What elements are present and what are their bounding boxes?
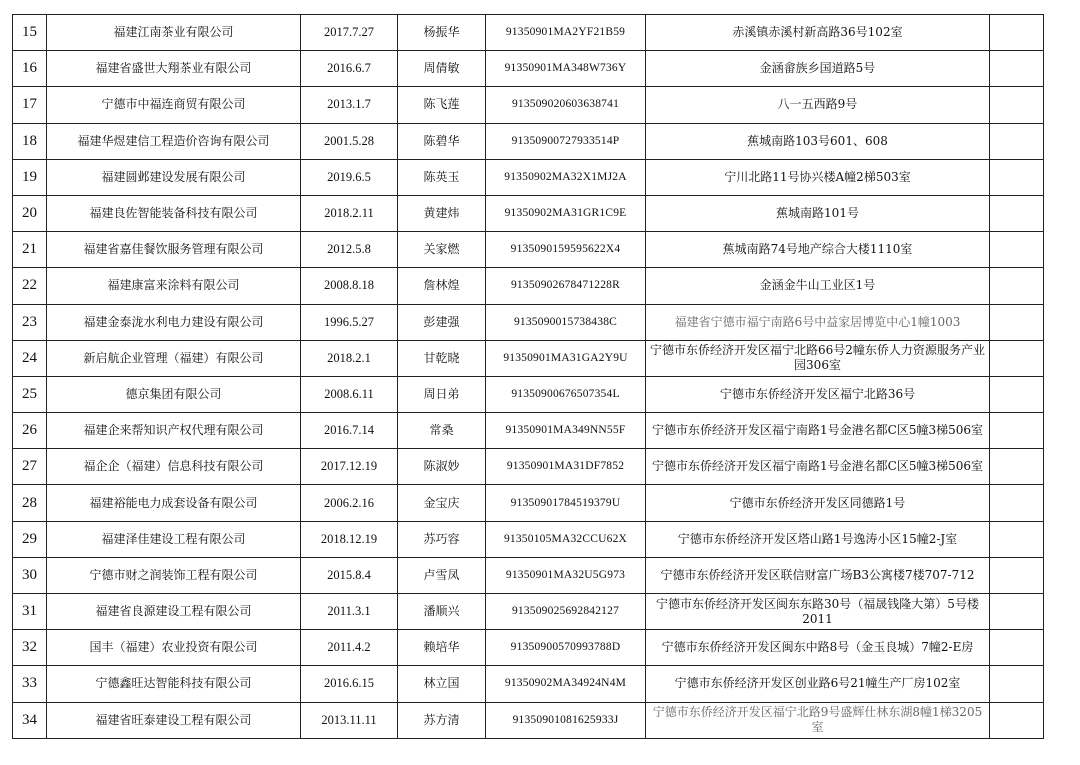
row-number: 30: [13, 557, 47, 593]
credit-code: 913509020603638741: [486, 87, 646, 123]
row-number: 18: [13, 123, 47, 159]
remarks-cell: [990, 630, 1044, 666]
legal-representative: 彭建强: [398, 304, 486, 340]
company-address: 宁德市东侨经济开发区闽东东路30号（福晟钱隆大第）5号楼2011: [646, 594, 990, 630]
company-address: 宁德市东侨经济开发区同德路1号: [646, 485, 990, 521]
table-row: [13, 666, 1044, 702]
registration-date: 2013.11.11: [301, 702, 398, 738]
table-row: [13, 485, 1044, 521]
remarks-cell: [990, 268, 1044, 304]
company-name: 福建圆邺建设发展有限公司: [47, 159, 301, 195]
credit-code: 91350902MA32X1MJ2A: [486, 159, 646, 195]
legal-representative: 苏巧容: [398, 521, 486, 557]
legal-representative: 林立国: [398, 666, 486, 702]
credit-code: 91350901MA348W736Y: [486, 51, 646, 87]
company-address: 金涵金牛山工业区1号: [646, 268, 990, 304]
credit-code: 91350901MA349NN55F: [486, 413, 646, 449]
registration-date: 2015.8.4: [301, 557, 398, 593]
table-row: [13, 195, 1044, 231]
credit-code: 91350902MA34924N4M: [486, 666, 646, 702]
company-address: 宁德市东侨经济开发区福宁北路9号盛辉仕林东湖8幢1梯3205室: [646, 702, 990, 738]
legal-representative: 陈淑妙: [398, 449, 486, 485]
company-table: [12, 14, 1044, 739]
company-name: 福建江南茶业有限公司: [47, 15, 301, 51]
credit-code: 91350901MA32U5G973: [486, 557, 646, 593]
row-number: 19: [13, 159, 47, 195]
company-address: 宁德市东侨经济开发区闽东中路8号（金玉良城）7幢2-E房: [646, 630, 990, 666]
legal-representative: 周倩敏: [398, 51, 486, 87]
legal-representative: 常桑: [398, 413, 486, 449]
remarks-cell: [990, 15, 1044, 51]
company-name: 福建康富来涂料有限公司: [47, 268, 301, 304]
table-body: [13, 15, 1044, 739]
remarks-cell: [990, 557, 1044, 593]
registration-date: 2011.4.2: [301, 630, 398, 666]
legal-representative: 卢雪凤: [398, 557, 486, 593]
company-address: 蕉城南路74号地产综合大楼1110室: [646, 232, 990, 268]
company-name: 福建企来帮知识产权代理有限公司: [47, 413, 301, 449]
registration-date: 2001.5.28: [301, 123, 398, 159]
company-name: 福建省良源建设工程有限公司: [47, 594, 301, 630]
legal-representative: 詹林煌: [398, 268, 486, 304]
row-number: 23: [13, 304, 47, 340]
company-name: 德京集团有限公司: [47, 376, 301, 412]
table-row: [13, 123, 1044, 159]
row-number: 31: [13, 594, 47, 630]
remarks-cell: [990, 51, 1044, 87]
row-number: 17: [13, 87, 47, 123]
company-name: 福建裕能电力成套设备有限公司: [47, 485, 301, 521]
company-address: 蕉城南路101号: [646, 195, 990, 231]
registration-date: 2008.8.18: [301, 268, 398, 304]
table-row: [13, 413, 1044, 449]
registration-date: 2016.6.15: [301, 666, 398, 702]
table-row: [13, 521, 1044, 557]
remarks-cell: [990, 195, 1044, 231]
remarks-cell: [990, 485, 1044, 521]
registration-date: 2012.5.8: [301, 232, 398, 268]
company-address: 八一五西路9号: [646, 87, 990, 123]
table-row: [13, 159, 1044, 195]
company-name: 福建泽佳建设工程有限公司: [47, 521, 301, 557]
company-address: 赤溪镇赤溪村新高路36号102室: [646, 15, 990, 51]
legal-representative: 周日弟: [398, 376, 486, 412]
registration-date: 2019.6.5: [301, 159, 398, 195]
remarks-cell: [990, 159, 1044, 195]
remarks-cell: [990, 413, 1044, 449]
remarks-cell: [990, 340, 1044, 376]
legal-representative: 杨振华: [398, 15, 486, 51]
row-number: 29: [13, 521, 47, 557]
credit-code: 913509025692842127: [486, 594, 646, 630]
legal-representative: 潘顺兴: [398, 594, 486, 630]
remarks-cell: [990, 123, 1044, 159]
credit-code: 9135090015738438C: [486, 304, 646, 340]
company-name: 福建省盛世大翔茶业有限公司: [47, 51, 301, 87]
registration-date: 2016.7.14: [301, 413, 398, 449]
credit-code: 91350105MA32CCU62X: [486, 521, 646, 557]
company-address: 宁德市东侨经济开发区塔山路1号逸涛小区15幢2-J室: [646, 521, 990, 557]
remarks-cell: [990, 376, 1044, 412]
company-address: 宁德市东侨经济开发区创业路6号21幢生产厂房102室: [646, 666, 990, 702]
row-number: 28: [13, 485, 47, 521]
legal-representative: 赖培华: [398, 630, 486, 666]
company-address: 福建省宁德市福宁南路6号中益家居博览中心1幢1003: [646, 304, 990, 340]
row-number: 16: [13, 51, 47, 87]
table-row: [13, 449, 1044, 485]
credit-code: 91350902MA31GR1C9E: [486, 195, 646, 231]
company-address: 宁德市东侨经济开发区福宁南路1号金港名都C区5幢3梯506室: [646, 449, 990, 485]
table-row: [13, 702, 1044, 738]
credit-code: 91350900570993788D: [486, 630, 646, 666]
registration-date: 2017.7.27: [301, 15, 398, 51]
table-row: [13, 376, 1044, 412]
registration-date: 2017.12.19: [301, 449, 398, 485]
company-address: 金涵畲族乡国道路5号: [646, 51, 990, 87]
company-name: 宁德市中福连商贸有限公司: [47, 87, 301, 123]
row-number: 15: [13, 15, 47, 51]
company-address: 蕉城南路103号601、608: [646, 123, 990, 159]
remarks-cell: [990, 521, 1044, 557]
legal-representative: 黄建炜: [398, 195, 486, 231]
legal-representative: 金宝庆: [398, 485, 486, 521]
company-name: 宁德市财之润装饰工程有限公司: [47, 557, 301, 593]
company-name: 福企企（福建）信息科技有限公司: [47, 449, 301, 485]
row-number: 25: [13, 376, 47, 412]
remarks-cell: [990, 87, 1044, 123]
row-number: 21: [13, 232, 47, 268]
credit-code: 91350901081625933J: [486, 702, 646, 738]
registration-date: 1996.5.27: [301, 304, 398, 340]
legal-representative: 陈英玉: [398, 159, 486, 195]
credit-code: 91350901MA31GA2Y9U: [486, 340, 646, 376]
credit-code: 91350902678471228R: [486, 268, 646, 304]
registration-date: 2008.6.11: [301, 376, 398, 412]
table-row: [13, 87, 1044, 123]
table-row: [13, 594, 1044, 630]
row-number: 24: [13, 340, 47, 376]
remarks-cell: [990, 666, 1044, 702]
company-name: 宁德鑫旺达智能科技有限公司: [47, 666, 301, 702]
company-name: 国丰（福建）农业投资有限公司: [47, 630, 301, 666]
credit-code: 91350901784519379U: [486, 485, 646, 521]
company-address: 宁德市东侨经济开发区联信财富广场B3公寓楼7楼707-712: [646, 557, 990, 593]
table-row: [13, 340, 1044, 376]
credit-code: 91350900676507354L: [486, 376, 646, 412]
row-number: 22: [13, 268, 47, 304]
registration-date: 2018.2.1: [301, 340, 398, 376]
legal-representative: 苏方清: [398, 702, 486, 738]
table-row: [13, 304, 1044, 340]
credit-code: 91350901MA2YF21B59: [486, 15, 646, 51]
row-number: 33: [13, 666, 47, 702]
table-row: [13, 51, 1044, 87]
company-name: 福建金泰泷水利电力建设有限公司: [47, 304, 301, 340]
legal-representative: 陈碧华: [398, 123, 486, 159]
company-address: 宁德市东侨经济开发区福宁南路1号金港名都C区5幢3梯506室: [646, 413, 990, 449]
row-number: 32: [13, 630, 47, 666]
company-name: 新启航企业管理（福建）有限公司: [47, 340, 301, 376]
legal-representative: 陈飞莲: [398, 87, 486, 123]
registration-date: 2016.6.7: [301, 51, 398, 87]
row-number: 34: [13, 702, 47, 738]
table-row: [13, 630, 1044, 666]
remarks-cell: [990, 594, 1044, 630]
table-row: [13, 557, 1044, 593]
company-name: 福建良佐智能装备科技有限公司: [47, 195, 301, 231]
registration-date: 2006.2.16: [301, 485, 398, 521]
remarks-cell: [990, 304, 1044, 340]
company-name: 福建省旺泰建设工程有限公司: [47, 702, 301, 738]
row-number: 26: [13, 413, 47, 449]
company-address: 宁德市东侨经济开发区福宁北路36号: [646, 376, 990, 412]
legal-representative: 关家燃: [398, 232, 486, 268]
legal-representative: 甘乾晓: [398, 340, 486, 376]
table-row: [13, 268, 1044, 304]
registration-date: 2011.3.1: [301, 594, 398, 630]
remarks-cell: [990, 449, 1044, 485]
registration-date: 2018.12.19: [301, 521, 398, 557]
credit-code: 9135090159595622X4: [486, 232, 646, 268]
credit-code: 91350901MA31DF7852: [486, 449, 646, 485]
company-address: 宁川北路11号协兴楼A幢2梯503室: [646, 159, 990, 195]
company-register-sheet: [12, 14, 1044, 739]
registration-date: 2018.2.11: [301, 195, 398, 231]
credit-code: 91350900727933514P: [486, 123, 646, 159]
row-number: 27: [13, 449, 47, 485]
row-number: 20: [13, 195, 47, 231]
company-name: 福建华煜建信工程造价咨询有限公司: [47, 123, 301, 159]
company-address: 宁德市东侨经济开发区福宁北路66号2幢东侨人力资源服务产业园306室: [646, 340, 990, 376]
registration-date: 2013.1.7: [301, 87, 398, 123]
table-row: [13, 15, 1044, 51]
remarks-cell: [990, 232, 1044, 268]
company-name: 福建省嘉佳餐饮服务管理有限公司: [47, 232, 301, 268]
table-row: [13, 232, 1044, 268]
remarks-cell: [990, 702, 1044, 738]
